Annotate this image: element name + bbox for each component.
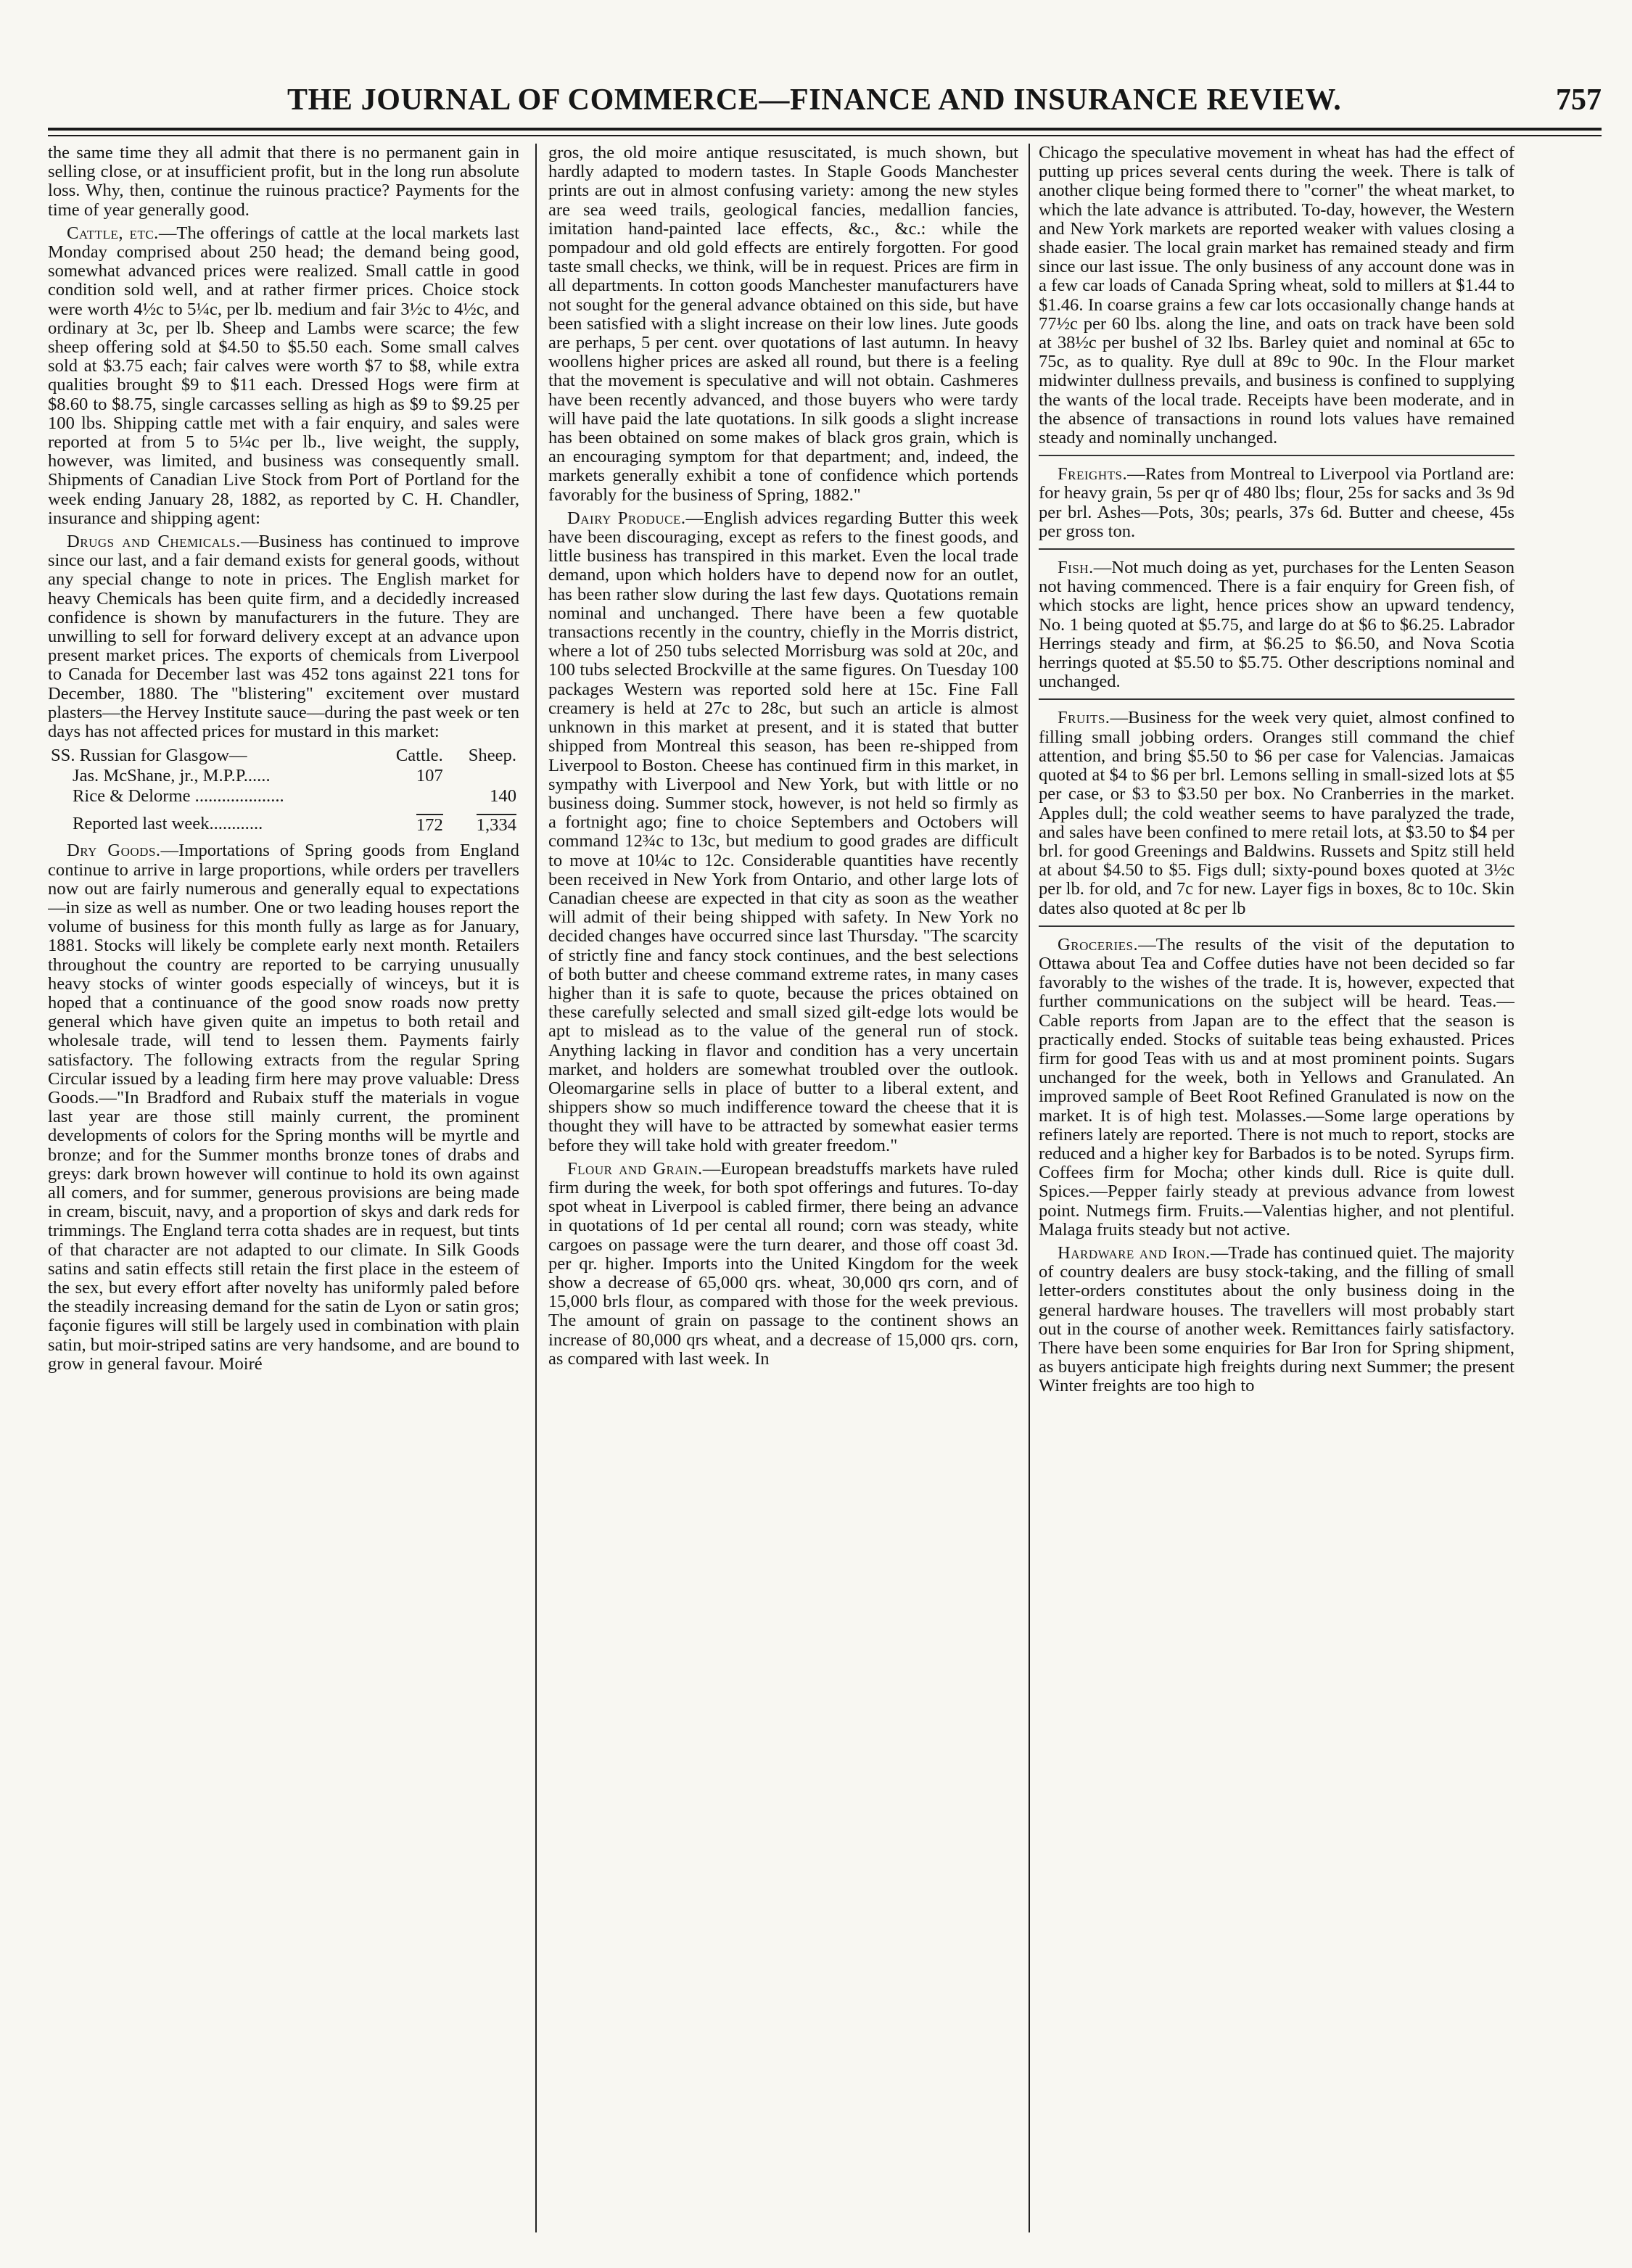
article-text: —European breadstuffs markets have ruled firm during the week, for both spot offerings and futures. To-day spot wheat in Liverpool is cabled firmer, there being an advance in quotations of 1d per cental all round; corn was steady, white cargoes on passage were the turn dearer, and those off coast 3d. per qr. higher. Imports into the United Kingdom for the week show a decrease of 65,000 qrs. wheat, 30,000 qrs corn, and of 15,000 brls flour, as compared with those for the week previous. The amount of grain on passage to the continent shows an increase of 80,000 qrs wheat, and a decrease of 15,000 qrs. corn, as compared with last week. In (548, 1158, 1018, 1369)
table-row (48, 746, 519, 766)
table-row (48, 807, 519, 836)
article-dry-goods (48, 841, 519, 1374)
section-divider (1039, 925, 1514, 927)
table-cell: 140 (490, 786, 516, 807)
article-dairy (548, 509, 1018, 1155)
column-divider (535, 144, 537, 2232)
section-heading-cattle: Cattle, etc. (67, 223, 159, 243)
article-flour-grain (548, 1160, 1018, 1369)
table-header-sheep: Sheep. (468, 746, 516, 766)
article-drugs (48, 532, 519, 741)
article-text: —Rates from Montreal to Liverpool via Portland are: for heavy grain, 5s per qr of 480 lbs; flour, 25s for sacks and 3s 9d per brl. Ashes—Pots, 30s; pearls, 37s 6d. Butter and cheese, 45s per gross ton. (1039, 464, 1514, 541)
section-heading-fruits: Fruits. (1058, 708, 1110, 728)
article-text: —Business has continued to improve since our last, and a fair demand exists for general goods, without any special change to note in prices. The English market for heavy Chemicals has been quite firm, and a decidedly increased confidence is shown by manufacturers in the future. They are unwilling to sell for forward delivery except at an advance upon present market prices. The exports of chemicals from Liverpool to Canada for December last was 452 tons against 221 tons for December, 1880. The "blistering" excitement over mustard plasters—the Hervey Institute sauce—during the past week or ten days has not affected prices for mustard in this market: (48, 532, 519, 742)
column-3 (1039, 144, 1514, 2240)
table-cell: Reported last week............ (73, 814, 263, 834)
table-header-cattle: Cattle. (395, 746, 443, 766)
paragraph-continued: the same time they all admit that there is no permanent gain in selling close, or at insufficient profit, but in the long run absolute loss. Why, then, continue the ruinous practice? Payments for the time of year generally good. (48, 144, 519, 220)
header-rule-thin (48, 135, 1602, 136)
section-heading-groceries: Groceries. (1058, 934, 1139, 954)
table-cell (374, 786, 445, 807)
article-fish (1039, 558, 1514, 691)
paragraph-continued: Chicago the speculative movement in wheat has had the effect of putting up prices several cents during the week. There is talk of another clique being formed there to "corner" the wheat market, to which the late advance is attributed. To-day, however, the Western and New York markets are reported weaker with values closing a shade easier. The local grain market has remained steady and firm since our last issue. The only business of any account done was in a few car loads of Canada Spring wheat, sold to millers at $1.44 to $1.46. In coarse grains a few car lots occasionally change hands at 77½c per 60 lbs. along the line, and oats on track have been sold at 38½c per bushel of 32 lbs. Barley quiet and nominal at 65c to 75c, as to quality. Rye dull at 89c to 90c. In the Flour market midwinter dullness prevails, and business is confined to supplying the wants of the local trade. Receipts have been moderate, and in the absence of transactions in round lots values have remained steady and nominally unchanged. (1039, 144, 1514, 448)
column-divider (1029, 144, 1030, 2232)
journal-title: THE JOURNAL OF COMMERCE—FINANCE AND INSURANCE REVIEW. (287, 83, 1342, 117)
paragraph-continued: gros, the old moire antique resuscitated, is much shown, but hardly adapted to modern tastes. In Staple Goods Manchester prints are out in almost confusing variety: among the new styles are sea weed trails, geological fancies, medallion fancies, imitation hand-painted lace effects, &c., &c.: while the pompadour and old gold effects are entirely forgotten. For good taste small checks, we think, will be in request. Prices are firm in all departments. In cotton goods Manchester manufacturers have not sought for the general advance obtained on this side, but have been satisfied with a slight increase on their low lines. Jute goods are perhaps, 5 per cent. over quotations of last autumn. In heavy woollens higher prices are asked all round, but there is a feeling that the movement is speculative and will not obtain. Cashmeres have been recently advanced, and those buyers who were tardy will have paid the late quotations. In silk goods a slight increase has been obtained on some makes of black gros grain, which is an encouraging symptom for that department; and, indeed, the markets generally exhibit a tone of confidence which portends favorably for the business of Spring, 1882." (548, 144, 1018, 505)
table-row (48, 786, 519, 807)
article-groceries (1039, 936, 1514, 1240)
article-freights (1039, 465, 1514, 541)
section-heading-drugs: Drugs and Chemicals. (67, 532, 241, 552)
table-cell (446, 766, 519, 786)
section-divider (1039, 548, 1514, 550)
article-cattle (48, 224, 519, 528)
article-text: —Not much doing as yet, purchases for the Lenten Season not having commenced. There is a fair enquiry for Green fish, of which stocks are light, hence prices show an upward tendency, No. 1 being quoted at $5.75, and large do at $6 to $6.25. Labrador Herrings steady and firm, at $6.25 to $6.50, and Nova Scotia herrings quoted at $5.50 to $5.75. Other descriptions nominal and unchanged. (1039, 558, 1514, 692)
section-heading-hardware: Hardware and Iron. (1058, 1242, 1211, 1263)
section-divider (1039, 698, 1514, 700)
column-1 (48, 144, 519, 2240)
livestock-shipments-table (48, 746, 519, 836)
table-total: 1,334 (476, 815, 516, 836)
column-2 (548, 144, 1018, 2240)
table-total: 172 (416, 815, 443, 836)
section-heading-flour-grain: Flour and Grain. (567, 1158, 703, 1179)
table-cell (446, 807, 519, 836)
article-text: —English advices regarding Butter this week have been discouraging, except as refers to the finest goods, and little business has transpired in this market. Even the local trade demand, upon which holders have to depend now for an outlet, has been rather slow during the last few days. Quotations remain nominal and unchanged. There have been a few quotable transactions recently in the country, chiefly in the Morris district, where a lot of 250 tubs selected Morrisburg was sold at 20c, and 100 tubs selected Brockville at the same figures. On Tuesday 100 packages Western was reported sold here at 15c. Fine Fall creamery is held at 27c to 28c, but such an article is almost unknown in this market at present, and it is stated that butter shipped from Montreal this season, has been re-shipped from Liverpool to Boston. Cheese has continued firm in this market, in sympathy with Liverpool and New York, but with little or no business doing. Summer stock, however, is not held so firmly as a fortnight ago; fine to choice Septembers and Octobers will command 12¾c to 13c, but medium to good grades are difficult to move at 10¼c to 12c. Considerable quantities have recently been received in New York from Ontario, and other large lots of Canadian cheese are expected in that city as soon as the weather will admit of their being shipped with safety. In New York no decided changes have occurred since last Thursday. "The scarcity of strictly fine and fancy stock continues, and the best selections of both butter and cheese command extreme rates, in many cases higher than it is safe to quote, because the prices obtained on these carefully selected and small sized gilt-edge lots would be apt to mislead as to the value of the general run of stock. Anything lacking in flavor and condition has a very uncertain market, and holders are somewhat troubled over the outlook. Oleomargarine sells in place of butter to a liberal extent, and shippers show so much indifference toward the cheese that it is thought they will have to be attracted by somewhat easier terms before they will take hold with greater freedom." (548, 508, 1018, 1155)
page-number: 757 (1556, 83, 1602, 117)
article-text: —Business for the week very quiet, almost confined to filling small jobbing orders. Oranges still command the chief attention, and bring $5.50 to $6 per case for Valencias. Jamaicas quoted at $4 to $6 per brl. Lemons selling in small-sized lots at $5 per case, or $3 to $3.50 per box. No Cranberries in the market. Apples dull; the cold weather seems to have paralyzed the trade, and sales have been confined to mere retail lots, at $3.50 to $4 per brl. for good Greenings and Baldwins. Russets and Spitz still held at about $4.50 to $5. Figs dull; sixty-pound boxes quoted at 3½c per lb. for old, and 7c for new. Layer figs in boxes, 8c to 10c. Skin dates also quoted at 8c per lb (1039, 708, 1514, 918)
section-heading-dry-goods: Dry Goods. (67, 841, 161, 861)
article-text: —The results of the visit of the deputation to Ottawa about Tea and Coffee duties have not been decided so far favorably to the wishes of the trade. It is, however, expected that further communications on the subject will be heard. Teas.—Cable reports from Japan are to the effect that the season is practically ended. Stocks of suitable teas being exhausted. Prices firm for good Teas with us and at most prominent points. Sugars unchanged for the week, both in Yellows and Granulated. An improved sample of Beet Root Refined Granulated is now on the market. It is of high test. Molasses.—Some large operations by refiners lately are reported. There is not much to report, stocks are reduced and a higher key for Barbados is to be noted. Syrups firm. Coffees firm for Mocha; other kinds dull. Rice is quite dull. Spices.—Pepper fairly steady at previous advance from lowest point. Nutmegs firm. Fruits.—Valentias higher, and not plentiful. Malaga fruits steady but not active. (1039, 934, 1514, 1240)
table-cell: Rice & Delorme .................... (73, 786, 284, 807)
article-text: —Trade has continued quiet. The majority of country dealers are busy stock-taking, and the filling of small letter-orders constitutes about the only business doing in the general hardware houses. The travellers will most probably start out in the course of another week. Remittances fairly satisfactory. There have been some enquiries for Bar Iron for Spring shipment, as buyers anticipate high freights during next Summer; the present Winter freights are too high to (1039, 1242, 1514, 1396)
article-fruits (1039, 709, 1514, 917)
table-row (48, 766, 519, 786)
table-cell (374, 807, 445, 836)
header-rule (48, 128, 1602, 131)
table-cell: SS. Russian for Glasgow— (51, 746, 247, 766)
article-text: —Importations of Spring goods from England continue to arrive in large proportions, while orders per travellers now out are fairly numerous and generally equal to expectations—in size as well as number. One or two leading houses report the volume of business for this month fully as large as for January, 1881. Stocks will likely be complete early next month. Retailers throughout the country are reported to be carrying unusually heavy stocks of winter goods especially of winceys, but it is hoped that a continuance of the good snow roads now pretty general which have given quite an impetus to both retail and wholesale trade, will tend to lessen them. Payments fairly satisfactory. The following extracts from the regular Spring Circular issued by a leading firm here may prove valuable: Dress Goods.—"In Bradford and Rubaix stuff the materials in vogue last year are those still mainly current, the prominent developments of colors for the Spring months will be myrtle and bronze; and for the Summer months bronze tones of drabs and greys: dark brown however will continue to hold its own against all comers, and for summer, generous provisions are being made in cream, biscuit, navy, and a proportion of skys and dark reds for trimmings. The England terra cotta shades are in request, but tints of that character are not adapted to our climate. In Silk Goods satins and satin effects still retain the first place in the esteem of the sex, but every effort after novelty has uniformly paled before the steadily increasing demand for the satin de Lyon or satin gros; façonie figures will still be largely used in combination with plain satin, but moir-striped satins are very handsome, and are bound to grow in general favour. Moiré (48, 841, 519, 1374)
table-cell: 107 (416, 766, 443, 786)
section-heading-freights: Freights. (1058, 464, 1128, 484)
section-divider (1039, 455, 1514, 456)
page-header (48, 83, 1602, 125)
article-text: —The offerings of cattle at the local markets last Monday comprised about 250 head; the demand being good, somewhat advanced prices were realized. Small cattle in good condition sold well, and at rather firmer prices. Choice stock were worth 4½c to 5¼c, per lb. medium and fair 3½c to 4½c, and ordinary at 3c, per lb. Sheep and Lambs were scarce; the few sheep offering sold at $4.50 to $5.50 each. Some small calves sold at $3.75 each; fair calves were worth $7 to $8, while extra qualities brought $9 to $11 each. Dressed Hogs were firm at $8.60 to $8.75, single carcasses selling as high as $9 to $9.25 per 100 lbs. Shipping cattle met with a fair enquiry, and sales were reported at from 5 to 5¼c per lb., live weight, the supply, however, was limited, and business was consequently small. Shipments of Canadian Live Stock from Port of Portland for the week ending January 28, 1882, as reported by C. H. Chandler, insurance and shipping agent: (48, 223, 519, 528)
section-heading-dairy: Dairy Produce. (567, 508, 686, 528)
article-hardware (1039, 1244, 1514, 1396)
section-heading-fish: Fish. (1058, 558, 1094, 578)
table-cell: Jas. McShane, jr., M.P.P...... (73, 766, 271, 786)
